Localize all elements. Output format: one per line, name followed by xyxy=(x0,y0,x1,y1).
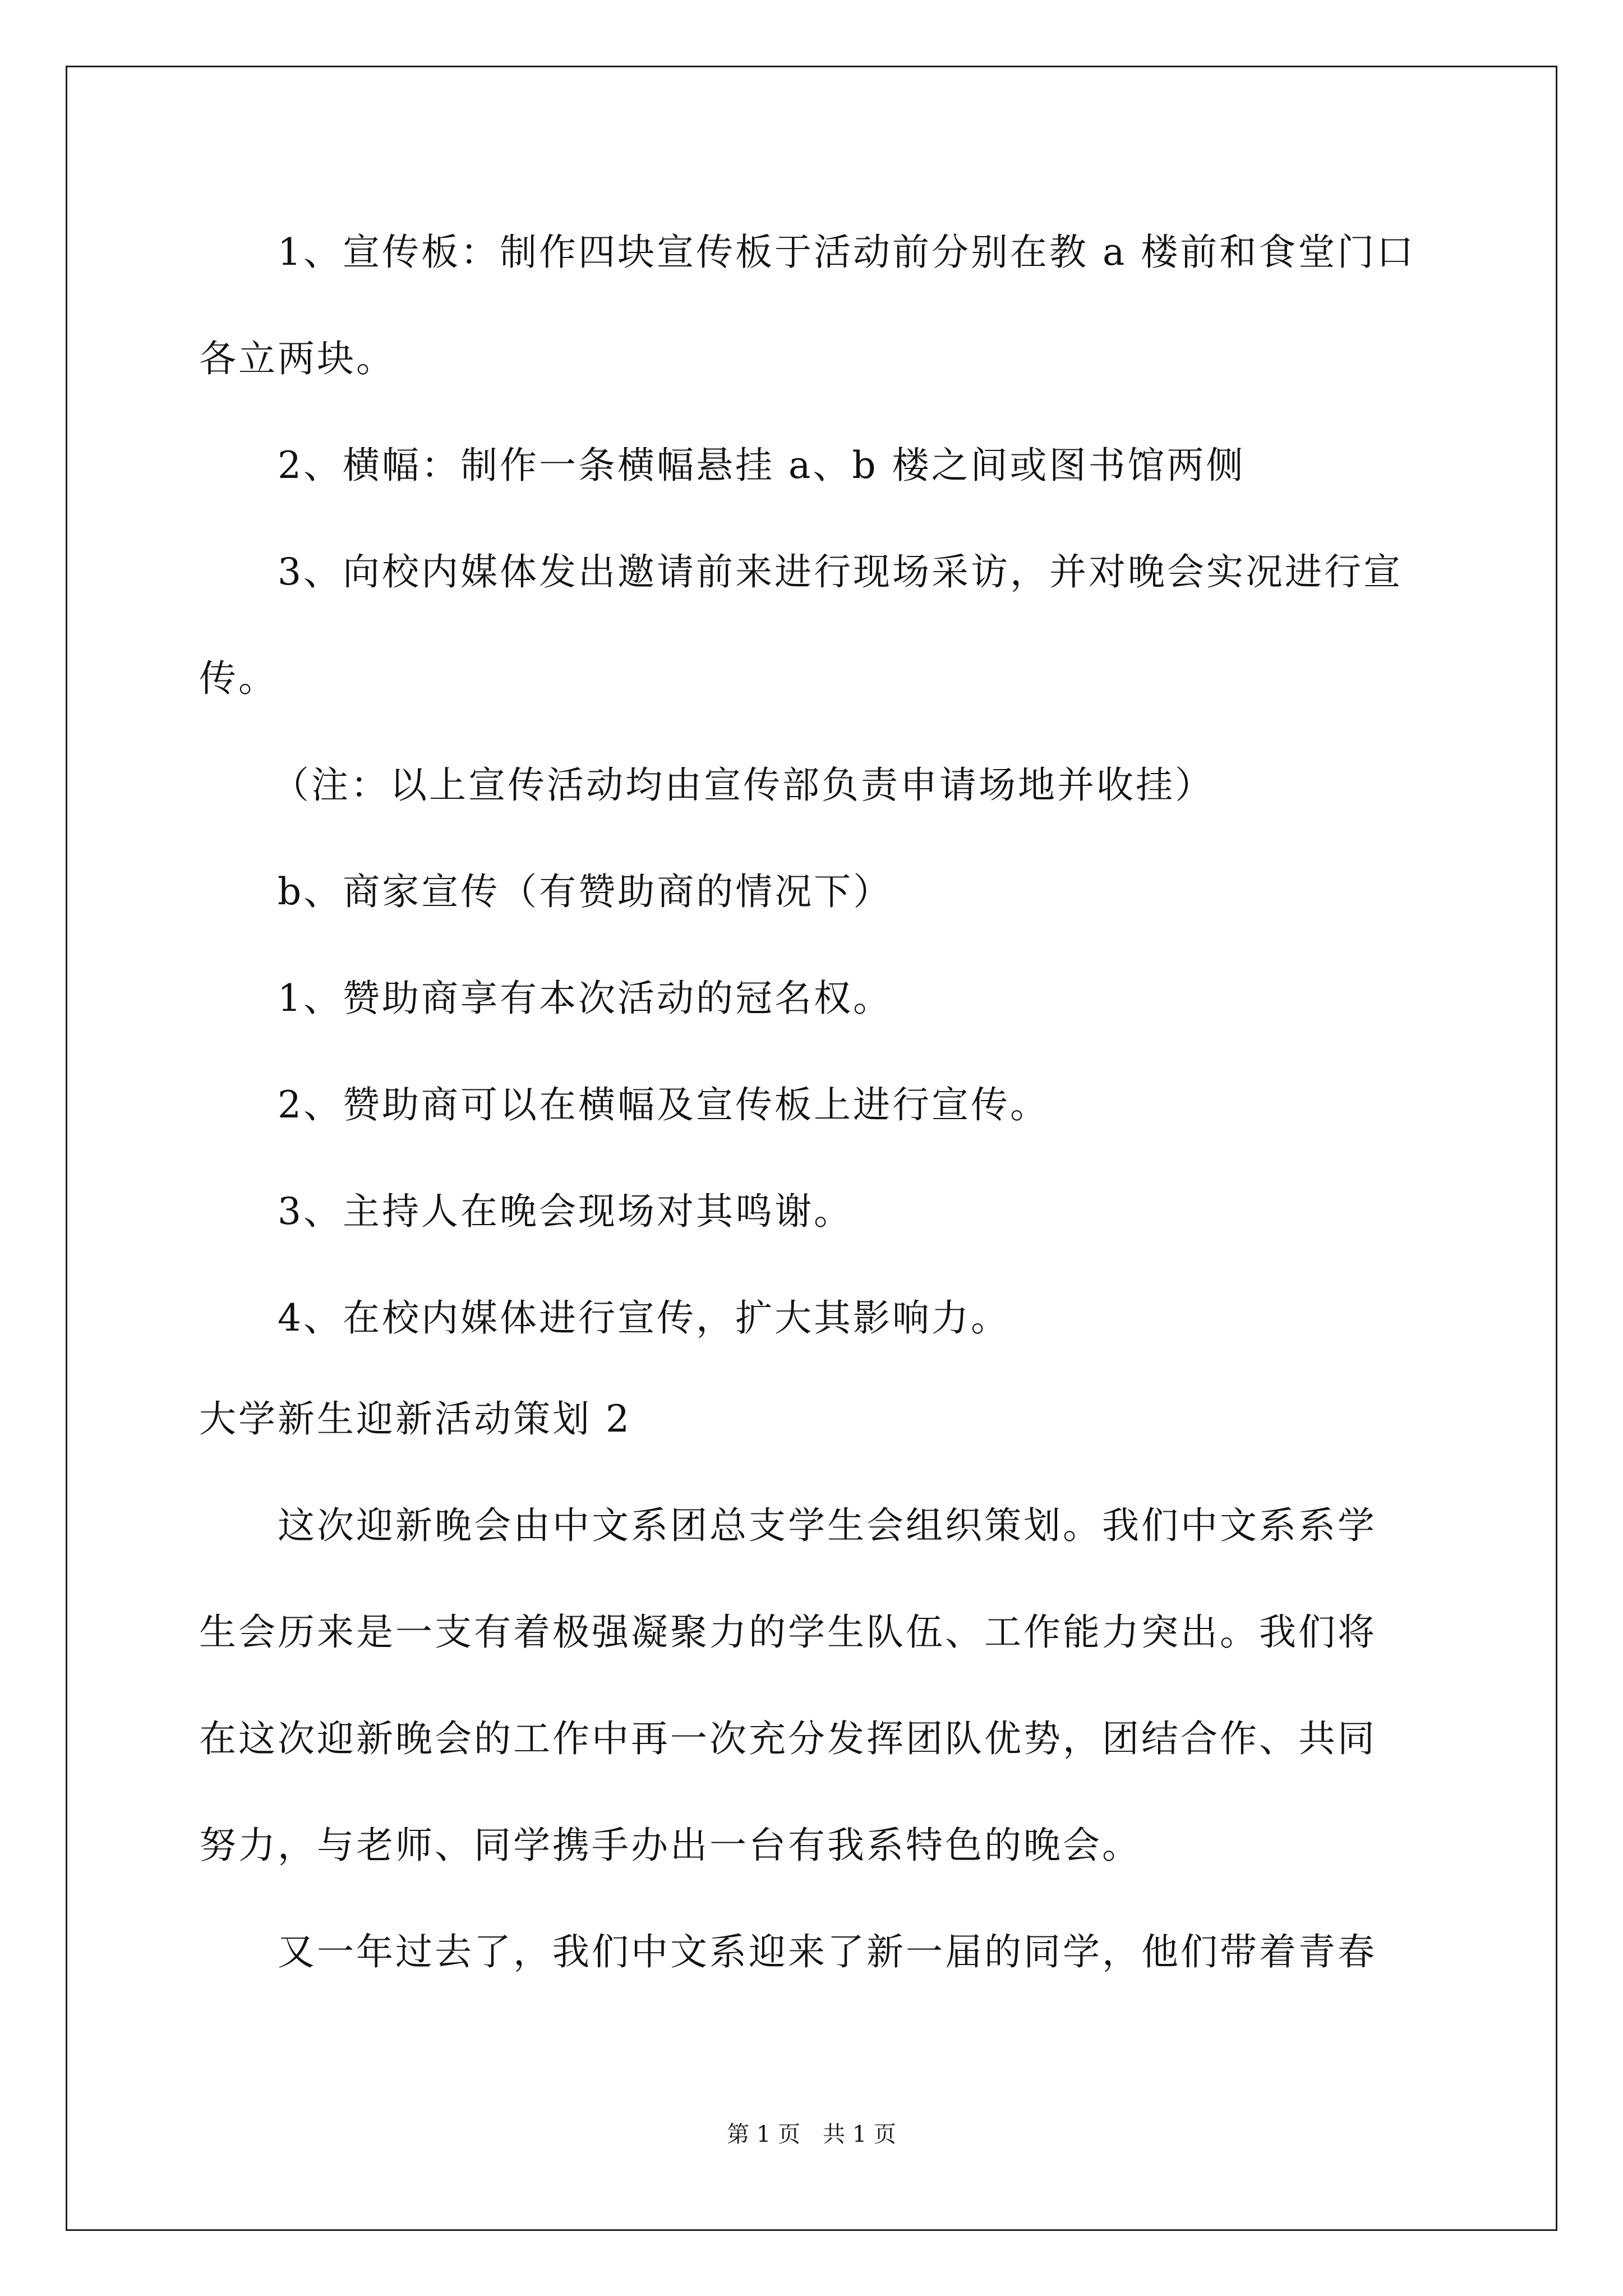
text-line: 3、主持人在晚会现场对其鸣谢。 xyxy=(278,1190,853,1233)
text-line: 又一年过去了，我们中文系迎来了新一届的同学，他们带着青春 xyxy=(278,1930,1377,1973)
page-frame xyxy=(66,66,1557,2231)
text-line: 这次迎新晚会由中文系团总支学生会组织策划。我们中文系系学 xyxy=(278,1504,1377,1547)
text-line: 2、横幅：制作一条横幅悬挂 a、b 楼之间或图书馆两侧 xyxy=(278,444,1246,487)
text-line: 在这次迎新晚会的工作中再一次充分发挥团队优势，团结合作、共同 xyxy=(199,1717,1377,1760)
text-line: 生会历来是一支有着极强凝聚力的学生队伍、工作能力突出。我们将 xyxy=(199,1611,1377,1654)
text-line: 努力，与老师、同学携手办出一台有我系特色的晚会。 xyxy=(199,1824,1141,1867)
text-line: 2、赞助商可以在横幅及宣传板上进行宣传。 xyxy=(278,1083,1049,1126)
text-line: 1、赞助商享有本次活动的冠名权。 xyxy=(278,977,892,1020)
text-line: 4、在校内媒体进行宣传，扩大其影响力。 xyxy=(278,1296,1010,1340)
text-line: 各立两块。 xyxy=(199,337,395,380)
text-line: （注：以上宣传活动均由宣传部负责申请场地并收挂） xyxy=(272,763,1214,807)
text-line: 3、向校内媒体发出邀请前来进行现场采访，并对晚会实况进行宣 xyxy=(278,550,1403,593)
text-line: 1、宣传板：制作四块宣传板于活动前分别在教 a 楼前和食堂门口 xyxy=(278,231,1416,274)
text-line: b、商家宣传（有赞助商的情况下） xyxy=(278,870,893,913)
section-heading: 大学新生迎新活动策划 2 xyxy=(199,1397,631,1441)
page-number: 第 1 页 共 1 页 xyxy=(727,2122,896,2147)
text-line: 传。 xyxy=(199,657,278,700)
